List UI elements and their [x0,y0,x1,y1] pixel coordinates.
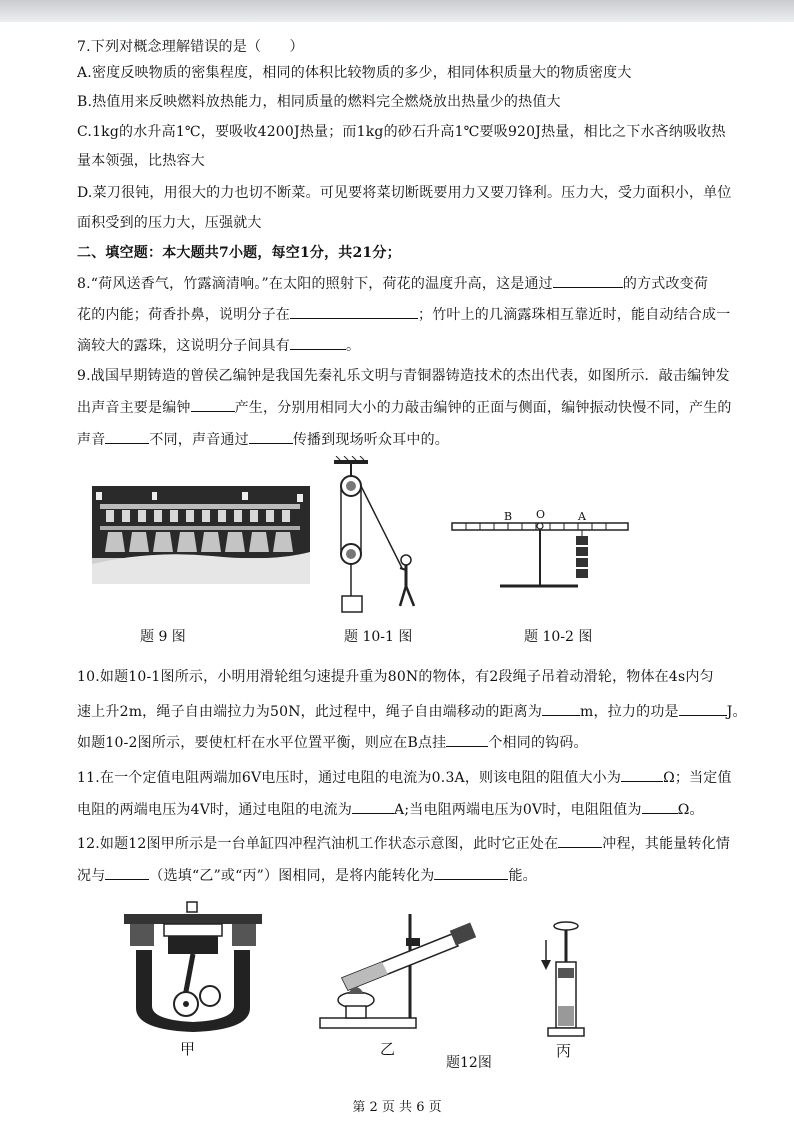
caption-figure-10-1: 题 10-1 图 [344,629,413,645]
answer-blank[interactable] [679,702,727,716]
q9-text: 产生，分别用相同大小的力敲击编钟的正面与侧面，编钟振动快慢不同，产生的 [234,400,732,416]
answer-blank[interactable] [105,866,149,880]
caption-yi: 乙 [380,1040,396,1058]
q8-text: 的方式改变荷 [622,276,709,292]
answer-blank[interactable] [191,398,235,412]
q7-option-d-line2: 面积受到的压力大，压强就大 [77,215,262,231]
caption-bing: 丙 [556,1042,572,1060]
q12-line2 [77,866,537,885]
q7-option-c-line2: 量本领强，比热容大 [77,153,205,169]
answer-blank[interactable] [290,336,346,350]
figure-10-1-pulley-system [330,456,430,616]
q9-text: 出声音主要是编钟 [77,400,191,416]
lever-label-o: O [536,508,546,521]
q9-line3 [77,430,449,449]
q10-line2 [77,702,747,721]
q10-line1: 10.如题10-1图所示，小明用滑轮组匀速提升重为80N的物体，有2段绳子吊着动滑轮，物体在4s内匀 [77,669,714,685]
q10-text: J。 [726,704,747,720]
q10-text: m，拉力的功是 [580,704,679,720]
q11-text: Ω；当定值 [663,770,732,786]
answer-blank[interactable] [642,800,678,814]
q8-text: 花的内能；荷香扑鼻，说明分子在 [77,307,290,323]
q10-text: 速上升2m，绳子自由端拉力为50N，此过程中，绳子自由端移动的距离为 [77,704,543,720]
caption-figure-10-2: 题 10-2 图 [524,629,593,645]
figure-12-bing-piston [536,918,586,1040]
q11-text: A;当电阻两端电压为0V时，电阻阻值为 [394,802,642,818]
q11-line1 [77,768,732,787]
q9-line1: 9.战国早期铸造的曾侯乙编钟是我国先秦礼乐文明与青铜器铸造技术的杰出代表，如图所示．敲击编钟发 [77,368,730,384]
q11-line2 [77,800,704,819]
q12-text: 冲程，其能量转化情 [602,836,731,852]
lever-label-b: B [504,510,513,523]
scan-top-edge [0,0,794,22]
q12-text: 况与 [77,868,106,884]
q8-text: 8.“荷风送香气，竹露滴清响。”在太阳的照射下，荷花的温度升高，这是通过 [77,276,553,292]
answer-blank[interactable] [105,430,149,444]
q12-line1 [77,834,730,853]
q12-text: 能。 [508,868,537,884]
caption-figure-9: 题 9 图 [140,629,186,645]
figure-12-jia-engine [124,898,262,1036]
q7-option-c-line1: C.1kg的水升高1℃，要吸收4200J热量；而1kg的砂石升高1℃要吸920J热量，相比之下水吝纳吸收热 [77,124,726,140]
q10-text: 如题10-2图所示，要使杠杆在水平位置平衡，则应在B点挂 [77,735,447,751]
caption-jia: 甲 [180,1040,196,1058]
answer-blank[interactable] [434,866,508,880]
q8-line3 [77,336,360,355]
q8-text: 滴较大的露珠，这说明分子间具有 [77,338,290,354]
q8-line2 [77,305,730,324]
q11-text: 11.在一个定值电阻两端加6V电压时，通过电阻的电流为0.3A，则该电阻的阻值大小为 [77,770,622,786]
answer-blank[interactable] [621,768,663,782]
q7-option-a: A.密度反映物质的密集程度，相同的体积比较物质的多少，相同体积质量大的物质密度大 [77,65,632,81]
answer-blank[interactable] [558,834,602,848]
answer-blank[interactable] [352,800,394,814]
answer-blank[interactable] [446,733,488,747]
q11-text: 电阻的两端电压为4V时，通过电阻的电流为 [77,802,353,818]
q9-text: 传播到现场听众耳中的。 [292,432,450,448]
q11-text: Ω。 [677,802,704,818]
q7-option-d-line1: D.菜刀很钝，用很大的力也切不断菜。可见要将菜切断既要用力又要刀锋利。压力大，受力面积小，单位 [77,185,732,201]
answer-blank[interactable] [542,702,580,716]
q8-text: ；竹叶上的几滴露珠相互靠近时，能自动结合成一 [418,307,731,323]
q9-text: 不同，声音通过 [149,432,249,448]
q9-line2 [77,398,732,417]
lever-label-a: A [578,510,586,523]
q7-option-b: B.热值用来反映燃料放热能力，相同质量的燃料完全燃烧放出热量少的热值大 [77,94,561,110]
q12-text: （选填“乙”或“丙”）图相同，是将内能转化为 [149,868,435,884]
q8-text: 。 [346,338,361,354]
q7-stem: 7.下列对概念理解错误的是（ ） [77,39,304,55]
answer-blank[interactable] [553,274,623,288]
section-2-title: 二、填空题：本大题共7小题，每空1分，共21分； [77,245,401,261]
figure-12-yi-steam-tube [312,908,492,1032]
q12-text: 12.如题12图甲所示是一台单缸四冲程汽油机工作状态示意图，此时它正处在 [77,836,559,852]
figure-9-chime-bells [92,486,310,584]
q10-text: 个相同的钩码。 [488,735,588,751]
page-number: 第 2 页 共 6 页 [352,1100,442,1115]
q10-line3 [77,733,588,752]
answer-blank[interactable] [249,430,293,444]
q8-line1 [77,274,708,293]
answer-blank[interactable] [290,305,418,319]
q9-text: 声音 [77,432,106,448]
caption-figure-12: 题12图 [446,1055,492,1071]
